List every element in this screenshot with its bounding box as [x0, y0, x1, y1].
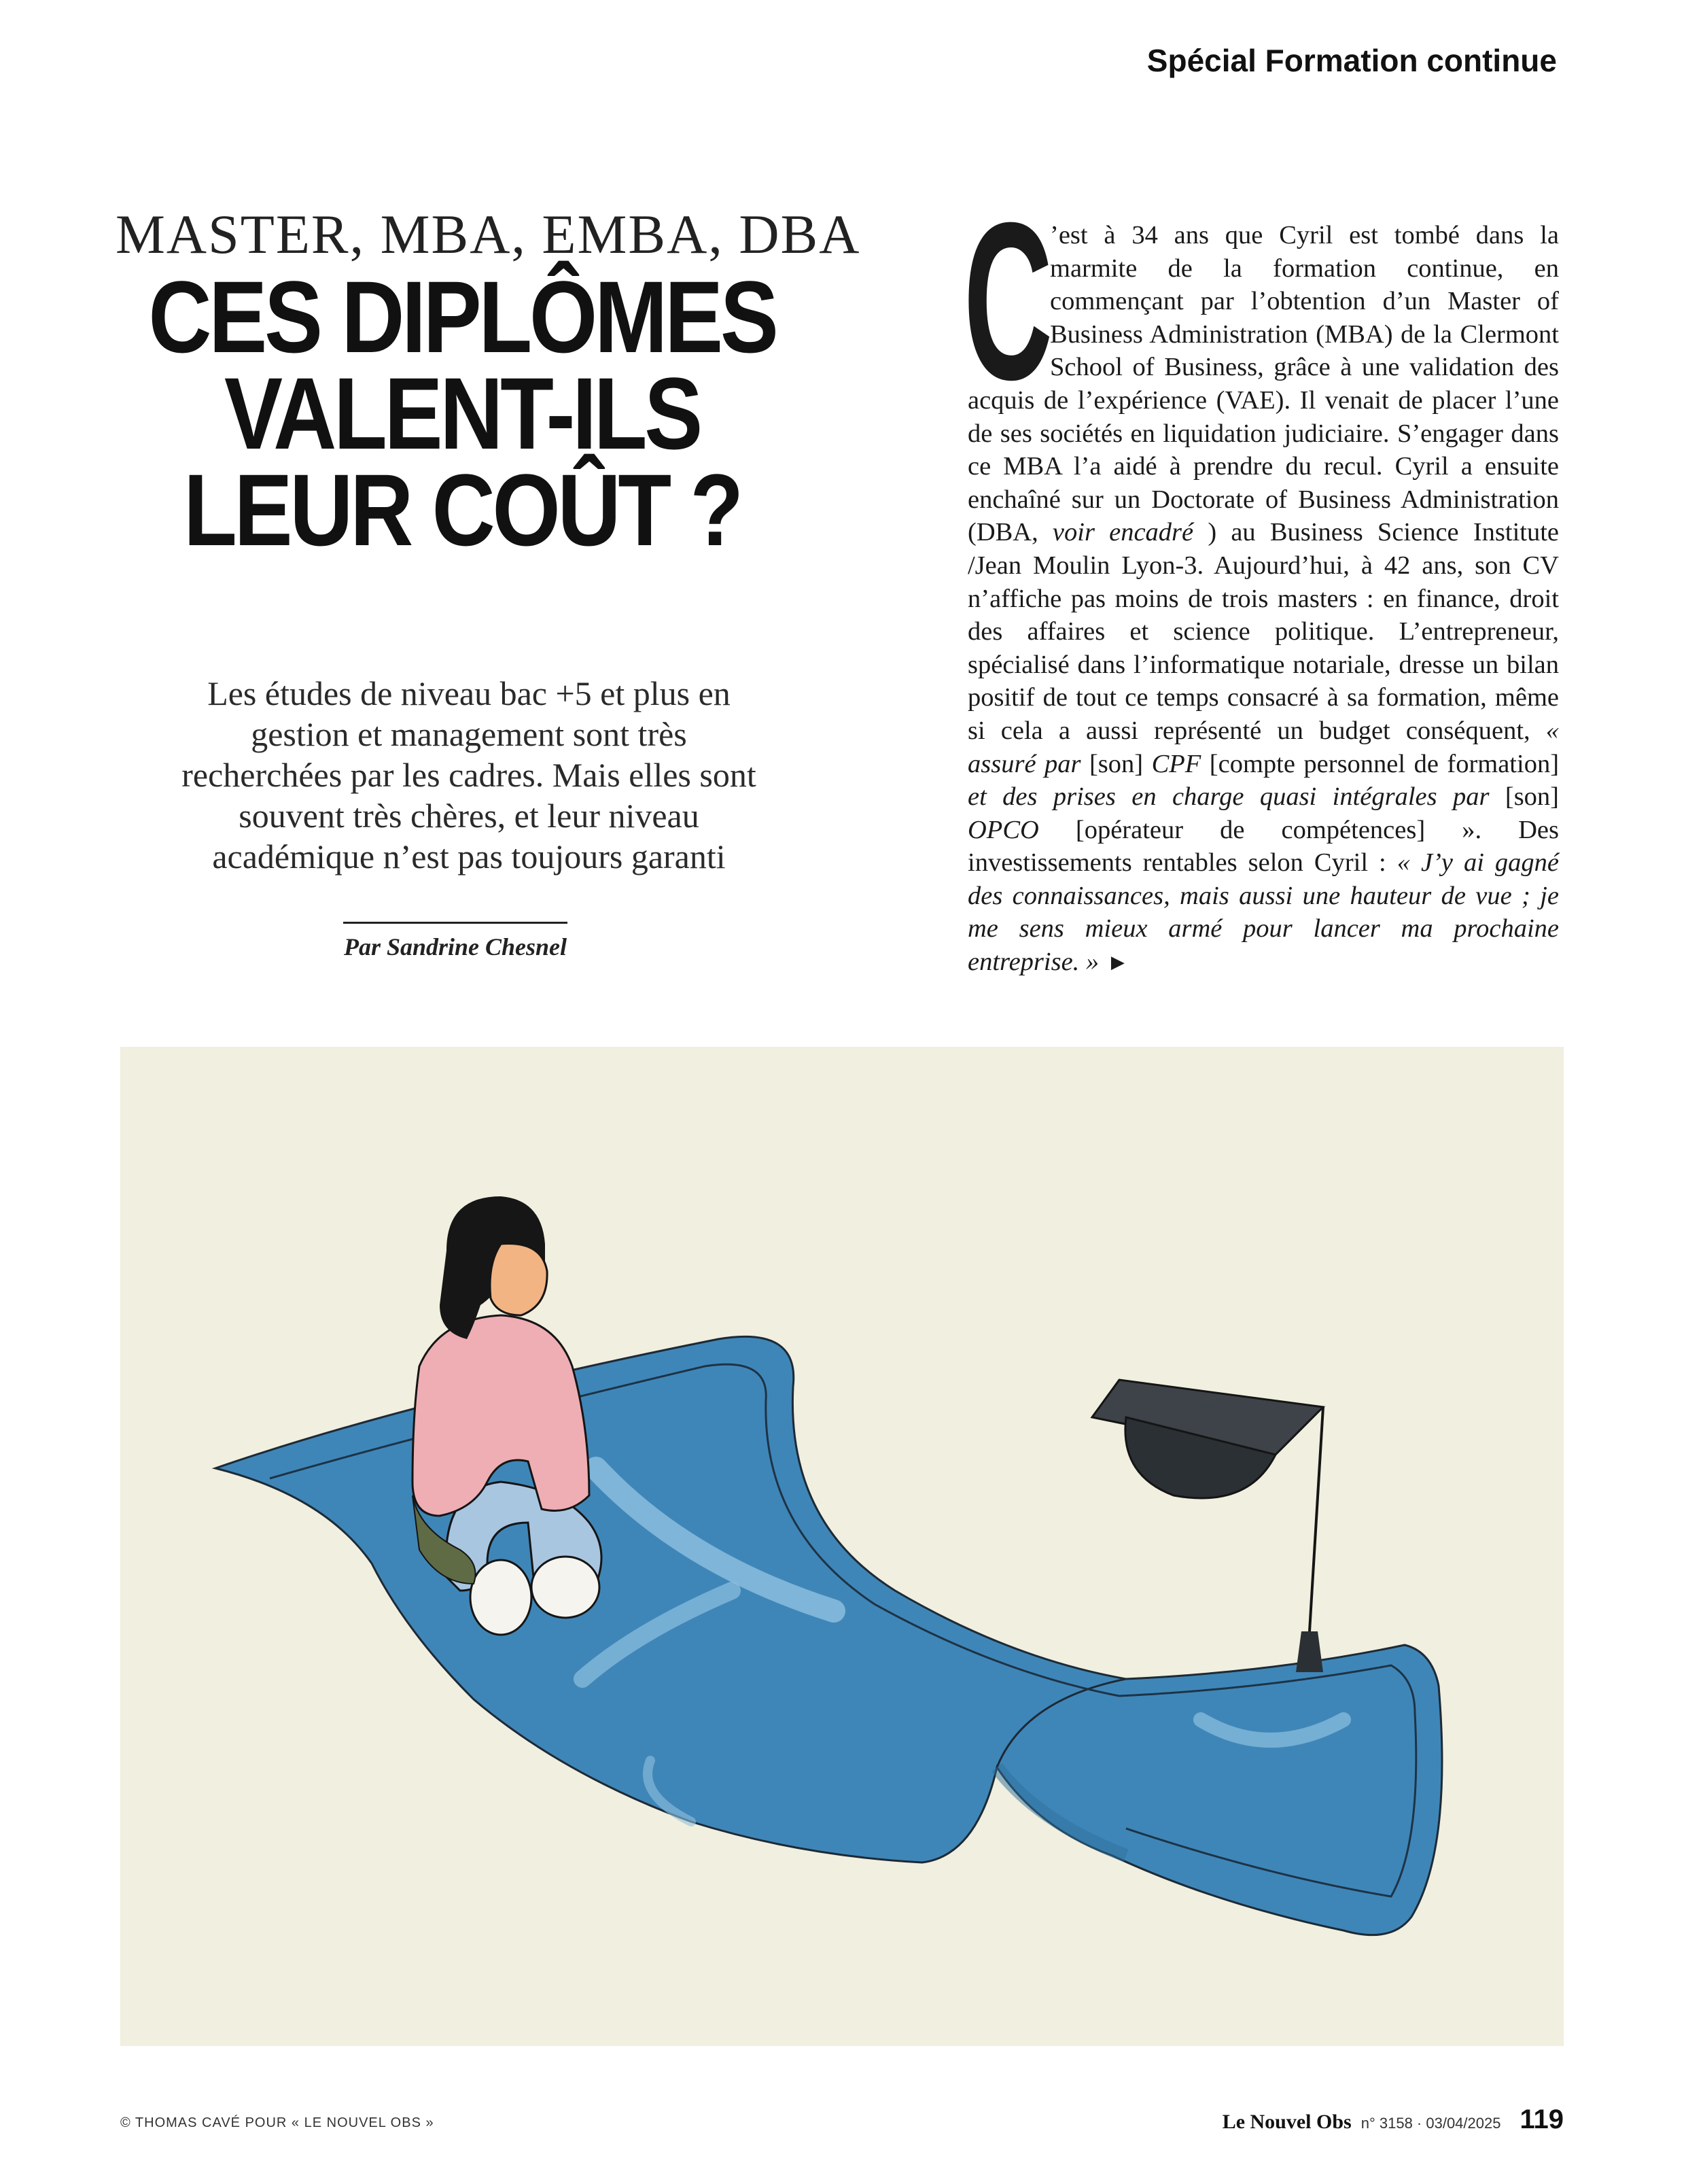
article-body [964, 175, 1560, 980]
body-italic: CPF [1151, 749, 1201, 778]
headline [147, 260, 778, 567]
body-text: [son] [1505, 782, 1559, 812]
byline: Par Sandrine Chesnel [343, 933, 567, 960]
body-italic: voir encadré [1052, 518, 1194, 547]
page-footer [1223, 2104, 1564, 2135]
headline-kicker: MASTER, MBA, EMBA, DBA [116, 203, 861, 265]
illustration [120, 1047, 1564, 2046]
byline-divider [343, 922, 567, 924]
page-number: 119 [1520, 2104, 1564, 2134]
headline-line: VALENT-ILS [224, 356, 700, 470]
headline-line: CES DIPLÔMES [148, 260, 776, 374]
magazine-name: Le Nouvel Obs [1222, 2111, 1352, 2133]
body-italic: et des prises en charge quasi intégrales par [968, 782, 1490, 812]
body-text: [compte personnel de formation] [1209, 749, 1560, 778]
photo-credit: © THOMAS CAVÉ POUR « LE NOUVEL OBS » [120, 2115, 434, 2130]
body-text: [opérateur de compétences] ». Des investissements rentables selon Cyril : [968, 815, 1559, 878]
issue-info: n° 3158 · 03/04/2025 [1360, 2115, 1501, 2132]
drop-cap: C [964, 175, 1053, 426]
headline-line: LEUR COÛT ? [183, 453, 741, 567]
body-italic: OPCO [968, 815, 1039, 844]
section-tag: Spécial Formation continue [1146, 43, 1557, 78]
body-italic: « J’y ai gagné des connaissances, mais aussi une hauteur de vue ; je me sens mieux armé pour lancer ma prochaine entreprise. » [968, 848, 1559, 977]
standfirst: Les études de niveau bac +5 et plus en gestion et management sont très recherchées par les cadres. Mais elles sont souvent très chères, et leur niveau académique n’est pas toujours garanti [181, 674, 756, 876]
body-italic: « assuré par [968, 716, 1559, 778]
continue-arrow-icon: ▶ [1110, 952, 1125, 973]
illustration-woman-on-flying-carpet-icon [120, 1047, 1564, 2046]
body-text: ) au Business Science Institute /Jean Moulin Lyon-3. Aujourd’hui, à 42 ans, son CV n’affiche pas moins de trois masters : en finance, droit des affaires et science politique. L’entrepreneur, spécialisé dans l’informatique notariale, dresse un bilan positif de tout ce temps consacré à sa formation, même si cela a aussi représenté un budget conséquent, [968, 518, 1560, 745]
body-text: ’est à 34 ans que Cyril est tombé dans la marmite de la formation continue, en commençant par l’obtention d’un Master of Business Administration (MBA) de la Clermont School of Business, grâce à une validation des acquis de l’expérience (VAE). Il venait de placer l’une de ses sociétés en liquidation judiciaire. S’engager dans ce MBA l’a aidé à prendre du recul. Cyril a ensuite enchaîné sur un Doctorate of Business Administration (DBA, [968, 221, 1559, 547]
body-text: [son] [1089, 749, 1144, 778]
